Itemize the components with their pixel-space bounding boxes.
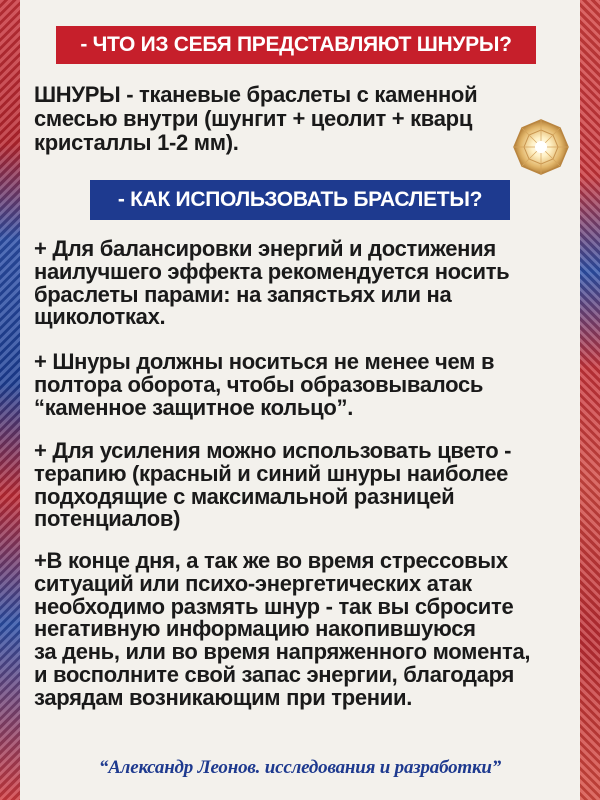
crystal-gem-icon: [512, 118, 570, 176]
paragraph-line: + Для усиления можно использовать цвето -: [34, 438, 512, 463]
paragraph-line: + Шнуры должны носиться не менее чем в: [34, 349, 495, 374]
paragraph-line: полтора оборота, чтобы образовывалось: [34, 371, 484, 397]
paragraph-line: негативную информацию накопившуюся: [34, 616, 476, 642]
intro-paragraph: [34, 83, 477, 155]
intro-line: кристаллы 1-2 мм).: [34, 130, 239, 155]
usage-paragraph-pairs: [34, 238, 509, 329]
paragraph-line: +В конце дня, а так же во время стрессовых: [34, 548, 508, 573]
paragraph-line: терапию (красный и синий шнуры наиболее: [34, 460, 509, 486]
paragraph-line: щиколотках.: [34, 304, 166, 330]
usage-paragraph-turns: [34, 351, 494, 419]
left-rope-border: [0, 0, 20, 800]
intro-line: ШНУРЫ - тканевые браслеты с каменной: [34, 82, 478, 107]
footer-signature: “Александр Леонов. исследования и разработки”: [98, 757, 502, 778]
paragraph-line: потенциалов): [34, 506, 181, 532]
paragraph-line: браслеты парами: на запястьях или на: [34, 281, 452, 307]
paragraph-line: за день, или во время напряженного момента,: [34, 639, 531, 665]
paragraph-line: наилучшего эффекта рекомендуется носить: [34, 258, 510, 284]
usage-paragraph-knead: [34, 550, 530, 710]
usage-paragraph-color-therapy: [34, 440, 511, 531]
paragraph-line: + Для балансировки энергий и достижения: [34, 236, 496, 261]
heading-how-to-use: - КАК ИСПОЛЬЗОВАТЬ БРАСЛЕТЫ?: [90, 180, 510, 220]
paragraph-line: необходимо размять шнур - так вы сбросите: [34, 593, 514, 619]
paragraph-line: и восполните свой запас энергии, благодаря: [34, 661, 515, 687]
paragraph-line: “каменное защитное кольцо”.: [34, 394, 354, 420]
paragraph-line: ситуаций или психо-энергетических атак: [34, 570, 472, 596]
right-rope-border: [580, 0, 600, 800]
heading-what-are-cords: - ЧТО ИЗ СЕБЯ ПРЕДСТАВЛЯЮТ ШНУРЫ?: [56, 26, 536, 64]
paragraph-line: подходящие с максимальной разницей: [34, 483, 455, 509]
paragraph-line: зарядам возникающим при трении.: [34, 684, 413, 710]
intro-line: смесью внутри (шунгит + цеолит + кварц: [34, 106, 473, 131]
